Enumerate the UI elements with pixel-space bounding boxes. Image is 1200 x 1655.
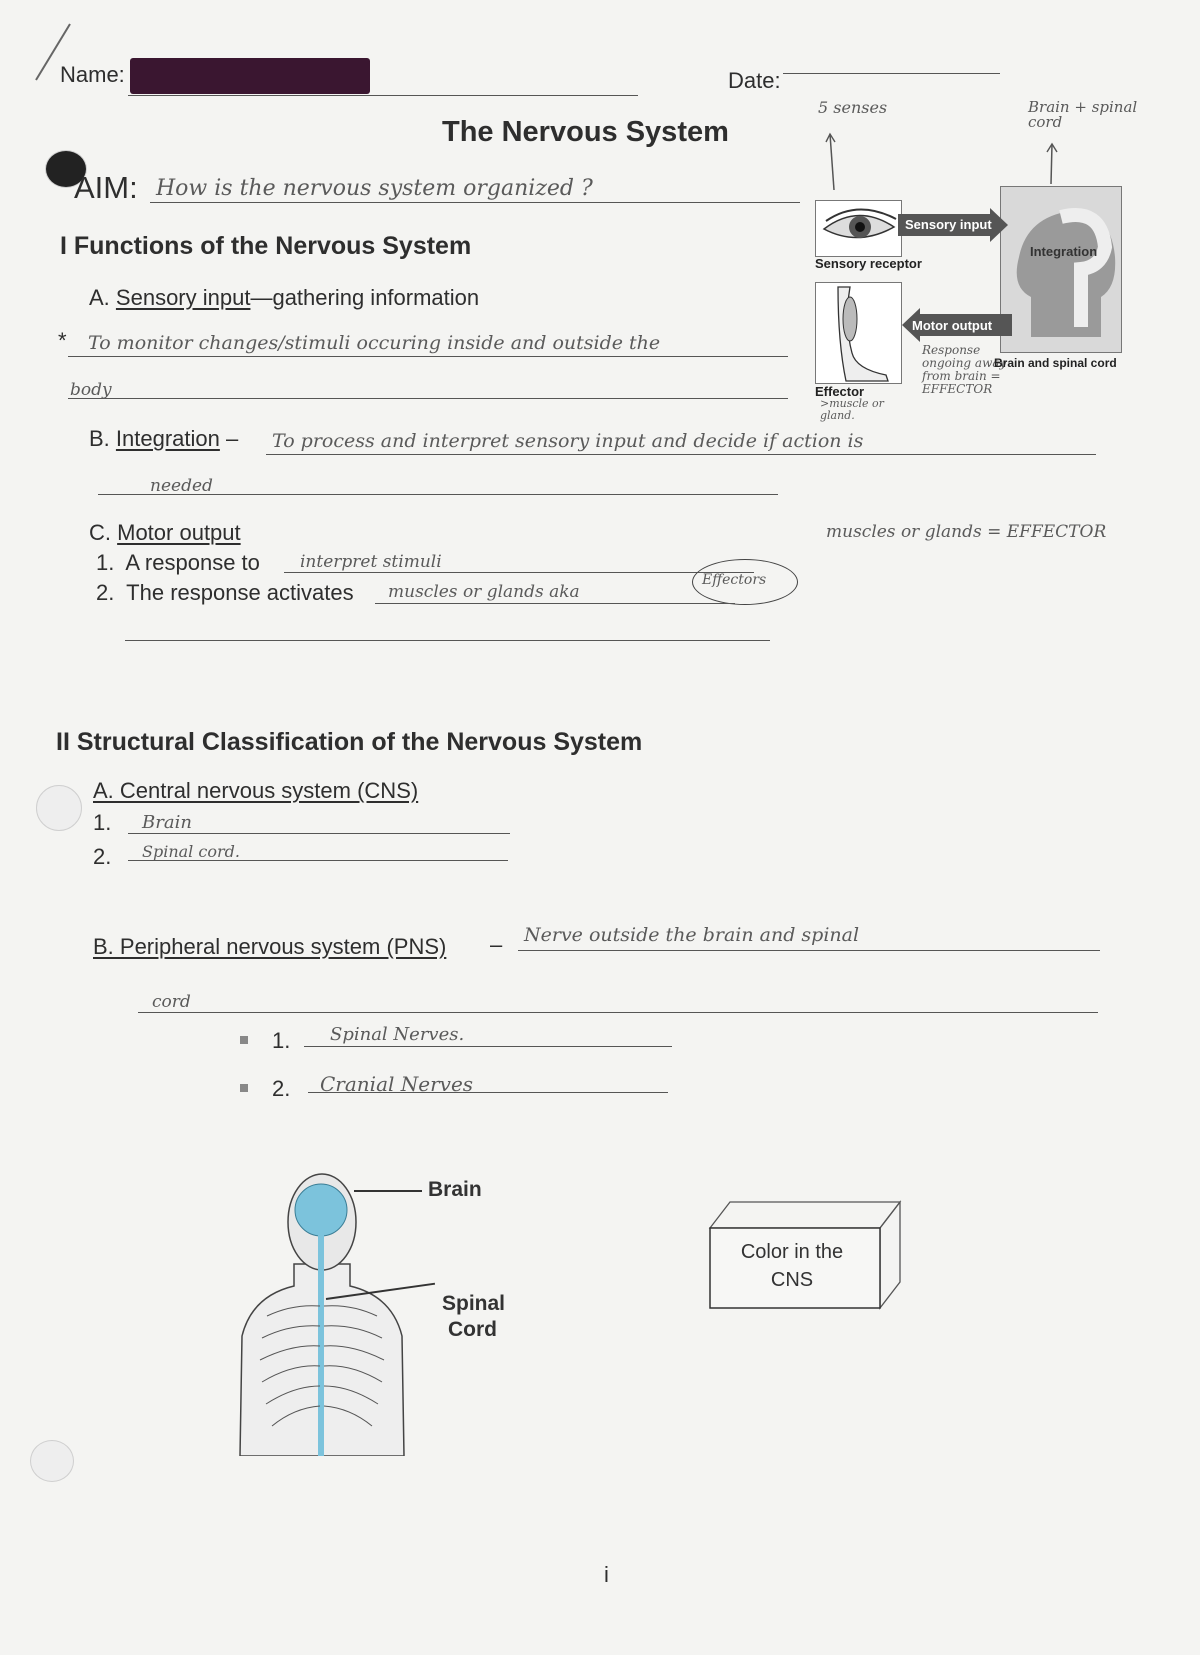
spinal-cord-region: [318, 1232, 324, 1456]
integration-term: Integration: [115, 426, 220, 451]
box-text-line-1: Color in the: [740, 1241, 844, 1263]
section1-heading: I Functions of the Nervous System: [60, 232, 472, 260]
figure-spinal-label-1: Spinal: [442, 1292, 506, 1315]
pns-2-answer: Cranial Nerves: [320, 1072, 474, 1096]
integration-answer-1: To process and interpret sensory input and decide if action is: [272, 430, 864, 452]
eye-icon: [816, 201, 901, 256]
sensory-input-term: Sensory input: [115, 285, 251, 310]
cns-1-num: 1.: [93, 810, 112, 835]
leg-image: [815, 282, 902, 384]
pns-label: B. Peripheral nervous system (PNS): [93, 934, 447, 959]
page-title: The Nervous System: [442, 116, 729, 148]
s1-b-prefix: B.: [89, 426, 110, 451]
brain-region: [295, 1184, 347, 1236]
aim-answer: How is the nervous system organized ?: [156, 176, 593, 201]
motor-item-2-circled: Effectors: [702, 572, 767, 588]
name-label: Name:: [60, 62, 125, 87]
pns-answer-1: Nerve outside the brain and spinal: [524, 924, 860, 946]
cns-2-num: 2.: [93, 844, 112, 869]
note-brain-spinal: Brain + spinal cord: [1028, 98, 1138, 131]
cns-line-2: [128, 860, 508, 861]
motor-output-term: Motor output: [117, 520, 241, 545]
redacted-name: [130, 58, 370, 94]
leg-muscle-icon: [816, 283, 901, 383]
pns-answer-2: cord: [152, 992, 191, 1012]
motor-item-2-label: 2. The response activates: [96, 580, 354, 605]
response-note: Response ongoing away from brain = EFFECTOR: [922, 343, 1007, 396]
brain-pointer: [354, 1190, 422, 1192]
cns-1-answer: Brain: [142, 812, 192, 833]
pns-bullet-1: [240, 1036, 248, 1044]
s1-a-prefix: A.: [89, 285, 110, 310]
brain-spinal-label: Brain and spinal cord: [994, 356, 1117, 370]
cns-line-1: [128, 833, 510, 834]
aim-line: [150, 202, 800, 203]
motor-item-2-answer: muscles or glands aka: [388, 582, 580, 602]
s1-b-dash: –: [226, 426, 239, 451]
cns-label: A. Central nervous system (CNS): [93, 778, 419, 803]
date-label: Date:: [728, 68, 781, 93]
sensory-line-2: [68, 398, 788, 399]
integration-answer-2: needed: [150, 476, 213, 496]
section2-heading: II Structural Classification of the Nervous System: [56, 728, 643, 756]
box-text-line-2: CNS: [770, 1269, 814, 1291]
s1-c-prefix: C.: [89, 520, 111, 545]
star-mark: *: [58, 328, 67, 353]
note-5-senses: 5 senses: [818, 98, 888, 117]
effector-note: >muscle or gland.: [820, 397, 884, 422]
name-line: [128, 95, 638, 96]
figure-spinal-label-2: Cord: [448, 1318, 497, 1341]
sensory-input-desc: —gathering information: [250, 285, 480, 310]
pns-line-1: [518, 950, 1100, 951]
pns-line-3: [304, 1046, 672, 1047]
sensory-answer-1: To monitor changes/stimuli occuring inside and outside the: [88, 332, 661, 354]
motor-item-1-answer: interpret stimuli: [300, 552, 442, 572]
sensory-input-arrow-label: Sensory input: [905, 217, 992, 232]
pns-line-2: [138, 1012, 1098, 1013]
integration-line-1: [266, 454, 1096, 455]
page-mark: i: [604, 1562, 609, 1587]
effector-label: Effector: [815, 384, 865, 399]
color-in-box-text: [712, 1238, 872, 1294]
body-nervous-figure: [232, 1166, 412, 1456]
sensory-line-1: [68, 356, 788, 357]
pns-1-num: 1.: [272, 1028, 291, 1053]
integration-line-2: [98, 494, 778, 495]
pns-dash: –: [490, 932, 503, 957]
senses-arrow: [822, 128, 842, 194]
effector-side-note: muscles or glands = EFFECTOR: [826, 522, 1107, 542]
date-line: [783, 73, 1000, 74]
punch-hole-2: [36, 785, 82, 831]
motor-line-1: [284, 572, 754, 573]
s1-a-line: [89, 285, 479, 311]
s1-b-line: [89, 426, 238, 452]
motor-line-2: [375, 603, 735, 604]
eye-image: [815, 200, 902, 257]
pns-1-answer: Spinal Nerves.: [330, 1024, 465, 1045]
sensory-answer-2: body: [70, 380, 112, 400]
head-image: [1000, 186, 1122, 353]
brain-arrow: [1042, 138, 1062, 186]
motor-line-3: [125, 640, 770, 641]
pns-2-num: 2.: [272, 1076, 291, 1101]
pns-bullet-2: [240, 1084, 248, 1092]
punch-hole-3: [30, 1440, 74, 1482]
sensory-receptor-label: Sensory receptor: [815, 256, 922, 271]
aim-label: AIM:: [74, 170, 138, 205]
integration-diagram-label: Integration: [1030, 244, 1098, 259]
head-icon: [1001, 187, 1121, 352]
pns-line-4: [308, 1092, 668, 1093]
motor-item-1-label: 1. A response to: [96, 550, 260, 575]
figure-brain-label: Brain: [428, 1178, 482, 1201]
s1-c-line: [89, 520, 241, 546]
cns-2-answer: Spinal cord.: [142, 842, 240, 861]
motor-output-arrow-label: Motor output: [912, 318, 993, 333]
